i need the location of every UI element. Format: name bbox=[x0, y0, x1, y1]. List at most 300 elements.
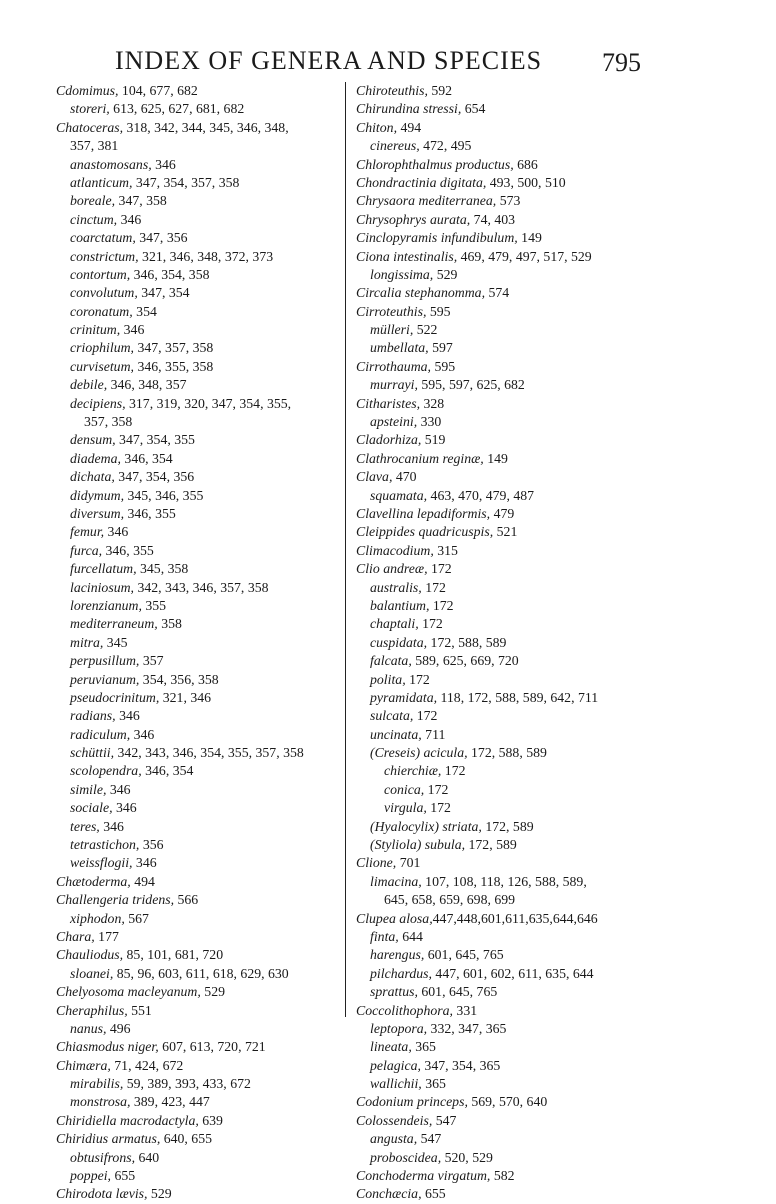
entry-name: peruvianum, bbox=[70, 671, 140, 687]
entry-name: xiphodon, bbox=[70, 910, 125, 926]
entry-pages: 347, 354, 356 bbox=[114, 469, 195, 485]
entry-name: scolopendra, bbox=[70, 763, 142, 779]
entry-name: nanus, bbox=[70, 1020, 107, 1036]
entry-pages: 317, 319, 320, 347, 354, 355, bbox=[125, 395, 292, 411]
entry-pages: 321, 346 bbox=[159, 689, 212, 705]
entry-pages: 365 bbox=[421, 1076, 446, 1092]
entry-name: leptopora, bbox=[370, 1020, 428, 1036]
entry-name: murrayi, bbox=[370, 377, 418, 393]
entry-pages: 346 bbox=[120, 322, 145, 338]
index-entry bbox=[356, 1038, 686, 1056]
index-entry bbox=[56, 395, 346, 413]
entry-name: diadema, bbox=[70, 450, 121, 466]
entry-name: obtusifrons, bbox=[70, 1149, 136, 1165]
entry-pages: 521 bbox=[493, 524, 518, 540]
entry-pages: 595 bbox=[426, 303, 451, 319]
entry-pages: 522 bbox=[413, 322, 438, 338]
index-entry bbox=[356, 1149, 686, 1167]
entry-name: Chætoderma, bbox=[56, 873, 131, 889]
index-entry bbox=[356, 1020, 686, 1038]
entry-name: mülleri, bbox=[370, 322, 414, 338]
index-entry bbox=[356, 505, 686, 523]
entry-pages: 470 bbox=[392, 469, 417, 485]
entry-pages: 346, 355 bbox=[124, 505, 176, 521]
index-entry bbox=[356, 891, 686, 909]
entry-name: Chiasmodus niger, bbox=[56, 1039, 159, 1055]
entry-pages: 686 bbox=[513, 156, 538, 172]
index-entry bbox=[56, 762, 346, 780]
entry-pages: 330 bbox=[417, 414, 442, 430]
index-entry bbox=[56, 1185, 346, 1203]
entry-pages: 639 bbox=[198, 1112, 223, 1128]
index-entry bbox=[56, 523, 346, 541]
index-entry bbox=[356, 873, 686, 891]
index-entry bbox=[56, 1057, 346, 1075]
entry-pages: 74, 403 bbox=[470, 211, 516, 227]
entry-name: Colossendeis, bbox=[356, 1112, 433, 1128]
entry-name: sulcata, bbox=[370, 708, 414, 724]
entry-pages: 347, 357, 358 bbox=[134, 340, 214, 356]
entry-pages: 149 bbox=[483, 450, 508, 466]
entry-name: Cladorhiza, bbox=[356, 432, 422, 448]
entry-pages: 346 bbox=[130, 726, 155, 742]
index-entry bbox=[56, 321, 346, 339]
index-entry bbox=[356, 1093, 686, 1111]
entry-name: laciniosum, bbox=[70, 579, 134, 595]
index-entry bbox=[356, 597, 686, 615]
index-entry bbox=[356, 339, 686, 357]
entry-name: Chrysophrys aurata, bbox=[356, 211, 471, 227]
entry-pages: 321, 346, 348, 372, 373 bbox=[138, 248, 274, 264]
index-entry bbox=[356, 854, 686, 872]
entry-pages: 447,448,601,611,635,644,646 bbox=[432, 910, 598, 926]
index-entry bbox=[56, 1093, 346, 1111]
entry-pages: 172 bbox=[413, 708, 438, 724]
entry-pages: 85, 96, 603, 611, 618, 629, 630 bbox=[113, 965, 289, 981]
index-entry bbox=[56, 487, 346, 505]
entry-name: polita, bbox=[370, 671, 406, 687]
entry-name: (Styliola) subula, bbox=[370, 837, 466, 853]
index-entry bbox=[356, 781, 686, 799]
index-entry bbox=[356, 634, 686, 652]
entry-name: chierchiæ, bbox=[384, 763, 442, 779]
entry-pages: 172 bbox=[418, 616, 443, 632]
index-entry bbox=[56, 836, 346, 854]
entry-name: limacina, bbox=[370, 873, 422, 889]
index-entry bbox=[356, 615, 686, 633]
entry-pages: 346, 354 bbox=[141, 763, 194, 779]
entry-pages: 346 bbox=[151, 156, 176, 172]
entry-pages: 655 bbox=[421, 1186, 446, 1202]
entry-pages: 595, 597, 625, 682 bbox=[417, 377, 525, 393]
entry-name: Chlorophthalmus productus, bbox=[356, 156, 514, 172]
entry-name: Climacodium, bbox=[356, 542, 434, 558]
entry-pages: 172 bbox=[424, 781, 449, 797]
entry-pages: 463, 470, 479, 487 bbox=[427, 487, 535, 503]
entry-name: femur, bbox=[70, 524, 105, 540]
index-entry bbox=[56, 468, 346, 486]
entry-name: apsteini, bbox=[370, 414, 418, 430]
entry-pages: 655 bbox=[111, 1168, 136, 1184]
entry-name: cinereus, bbox=[370, 138, 420, 154]
entry-pages: 358 bbox=[157, 616, 182, 632]
right-index-column bbox=[356, 82, 686, 1204]
entry-pages: 644 bbox=[398, 928, 423, 944]
entry-name: Clio andreæ, bbox=[356, 561, 428, 577]
entry-pages: 172 bbox=[421, 579, 446, 595]
entry-pages: 85, 101, 681, 720 bbox=[123, 947, 224, 963]
index-entry bbox=[56, 1075, 346, 1093]
index-entry bbox=[56, 192, 346, 210]
index-entry bbox=[56, 965, 346, 983]
entry-name: pyramidata, bbox=[370, 689, 438, 705]
entry-pages: 71, 424, 672 bbox=[110, 1057, 184, 1073]
entry-pages: 597 bbox=[428, 340, 453, 356]
entry-pages: 520, 529 bbox=[441, 1149, 493, 1165]
entry-name: convolutum, bbox=[70, 285, 138, 301]
entry-name: proboscidea, bbox=[370, 1149, 442, 1165]
entry-name: Chiridiella macrodactyla, bbox=[56, 1112, 199, 1128]
entry-pages: 347, 354 bbox=[137, 285, 190, 301]
index-entry bbox=[356, 1112, 686, 1130]
index-entry bbox=[56, 597, 346, 615]
entry-pages: 104, 677, 682 bbox=[118, 83, 198, 98]
entry-pages: 172 bbox=[427, 561, 452, 577]
entry-pages: 389, 423, 447 bbox=[130, 1094, 210, 1110]
entry-pages: 573 bbox=[496, 193, 521, 209]
index-entry bbox=[56, 229, 346, 247]
entry-pages: 357, 381 bbox=[70, 138, 119, 154]
entry-pages: 551 bbox=[127, 1002, 152, 1018]
index-entry bbox=[356, 229, 686, 247]
index-entry bbox=[56, 1002, 346, 1020]
entry-pages: 107, 108, 118, 126, 588, 589, bbox=[421, 873, 587, 889]
entry-name: constrictum, bbox=[70, 248, 139, 264]
entry-pages: 346, 354 bbox=[120, 450, 173, 466]
index-entry bbox=[356, 707, 686, 725]
entry-name: sloanei, bbox=[70, 965, 114, 981]
entry-name: Ciona intestinalis, bbox=[356, 248, 458, 264]
index-entry bbox=[56, 100, 346, 118]
index-entry bbox=[356, 119, 686, 137]
entry-name: Coccolithophora, bbox=[356, 1002, 453, 1018]
index-entry bbox=[356, 946, 686, 964]
index-entry bbox=[356, 762, 686, 780]
entry-pages: 332, 347, 365 bbox=[427, 1020, 507, 1036]
entry-name: (Hyalocylix) striata, bbox=[370, 818, 482, 834]
entry-name: curvisetum, bbox=[70, 358, 134, 374]
index-entry bbox=[356, 100, 686, 118]
index-entry bbox=[356, 671, 686, 689]
entry-name: Chauliodus, bbox=[56, 947, 124, 963]
entry-name: contortum, bbox=[70, 266, 131, 282]
index-entry bbox=[56, 431, 346, 449]
index-entry bbox=[356, 652, 686, 670]
index-entry bbox=[56, 248, 346, 266]
entry-pages: 601, 645, 765 bbox=[417, 984, 498, 1000]
index-entry bbox=[356, 284, 686, 302]
index-entry bbox=[56, 82, 346, 100]
index-entry bbox=[356, 1002, 686, 1020]
index-entry bbox=[56, 781, 346, 799]
entry-name: didymum, bbox=[70, 487, 125, 503]
entry-pages: 354, 356, 358 bbox=[139, 671, 219, 687]
entry-pages: 711 bbox=[421, 726, 446, 742]
entry-pages: 529 bbox=[147, 1186, 172, 1202]
index-entry bbox=[56, 450, 346, 468]
entry-pages: 59, 389, 393, 433, 672 bbox=[123, 1076, 251, 1092]
entry-pages: 601, 645, 765 bbox=[424, 947, 504, 963]
index-entry bbox=[356, 560, 686, 578]
entry-pages: 346, 348, 357 bbox=[107, 377, 187, 393]
entry-name: coronatum, bbox=[70, 303, 133, 319]
entry-name: Clava, bbox=[356, 469, 393, 485]
entry-pages: 613, 625, 627, 681, 682 bbox=[109, 101, 245, 117]
index-entry bbox=[356, 523, 686, 541]
entry-pages: 346 bbox=[117, 211, 142, 227]
index-entry bbox=[356, 836, 686, 854]
entry-name: sprattus, bbox=[370, 984, 418, 1000]
index-entry bbox=[356, 542, 686, 560]
entry-name: conica, bbox=[384, 781, 425, 797]
index-entry bbox=[356, 818, 686, 836]
entry-pages: 345 bbox=[103, 634, 128, 650]
index-entry bbox=[356, 248, 686, 266]
entry-name: Chirundina stressi, bbox=[356, 101, 462, 117]
entry-name: balantium, bbox=[370, 597, 430, 613]
entry-name: Codonium princeps, bbox=[356, 1094, 468, 1110]
index-entry bbox=[356, 192, 686, 210]
index-entry bbox=[56, 671, 346, 689]
entry-name: australis, bbox=[370, 579, 422, 595]
index-entry bbox=[56, 946, 346, 964]
index-entry bbox=[56, 1038, 346, 1056]
index-entry bbox=[56, 689, 346, 707]
entry-pages: 331 bbox=[452, 1002, 478, 1018]
entry-name: densum, bbox=[70, 432, 116, 448]
entry-name: debile, bbox=[70, 377, 108, 393]
entry-pages: 347, 358 bbox=[115, 193, 167, 209]
entry-name: Cheraphilus, bbox=[56, 1002, 128, 1018]
index-entry bbox=[356, 321, 686, 339]
index-entry bbox=[356, 1167, 686, 1185]
entry-pages: 472, 495 bbox=[419, 138, 472, 154]
index-entry bbox=[56, 1112, 346, 1130]
entry-pages: 172, 588, 589 bbox=[467, 745, 547, 761]
entry-pages: 529 bbox=[433, 266, 458, 282]
entry-pages: 346 bbox=[112, 800, 137, 816]
entry-name: radiculum, bbox=[70, 726, 131, 742]
entry-pages: 592 bbox=[427, 83, 453, 98]
index-entry bbox=[56, 505, 346, 523]
column-divider bbox=[345, 82, 346, 1017]
index-entry bbox=[56, 1020, 346, 1038]
entry-name: Citharistes, bbox=[356, 395, 421, 411]
entry-pages: 346 bbox=[104, 524, 129, 540]
index-entry bbox=[56, 818, 346, 836]
index-entry bbox=[56, 560, 346, 578]
entry-pages: 607, 613, 720, 721 bbox=[158, 1039, 266, 1055]
entry-pages: 357, 358 bbox=[84, 414, 133, 430]
index-entry bbox=[56, 211, 346, 229]
index-entry bbox=[356, 450, 686, 468]
entry-name: falcata, bbox=[370, 653, 412, 669]
index-entry bbox=[56, 303, 346, 321]
entry-name: harengus, bbox=[370, 947, 425, 963]
entry-name: Chiton, bbox=[356, 119, 398, 135]
entry-pages: 172, 589 bbox=[465, 837, 517, 853]
entry-pages: 365 bbox=[411, 1039, 436, 1055]
entry-name: decipiens, bbox=[70, 395, 126, 411]
entry-pages: 469, 479, 497, 517, 529 bbox=[457, 248, 592, 264]
entry-pages: 347, 354, 355 bbox=[115, 432, 195, 448]
index-entry bbox=[356, 1185, 686, 1203]
entry-pages: 172, 588, 589 bbox=[427, 634, 507, 650]
entry-name: lorenzianum, bbox=[70, 597, 142, 613]
index-entry bbox=[56, 744, 346, 762]
entry-name: coarctatum, bbox=[70, 230, 136, 246]
entry-name: radians, bbox=[70, 708, 116, 724]
entry-pages: 172 bbox=[426, 800, 451, 816]
entry-pages: 346 bbox=[106, 781, 131, 797]
entry-pages: 355 bbox=[141, 597, 167, 613]
entry-pages: 701 bbox=[396, 855, 421, 871]
entry-pages: 589, 625, 669, 720 bbox=[411, 653, 519, 669]
entry-pages: 172 bbox=[441, 763, 466, 779]
entry-name: pilchardus, bbox=[370, 965, 432, 981]
entry-name: Challengeria tridens, bbox=[56, 892, 175, 908]
entry-name: (Creseis) acicula, bbox=[370, 745, 468, 761]
entry-name: pseudocrinitum, bbox=[70, 689, 160, 705]
entry-pages: 494 bbox=[397, 119, 422, 135]
entry-pages: 494 bbox=[130, 873, 155, 889]
entry-name: Cirroteuthis, bbox=[356, 303, 427, 319]
entry-name: longissima, bbox=[370, 266, 434, 282]
entry-pages: 342, 343, 346, 354, 355, 357, 358 bbox=[114, 745, 304, 761]
index-entry bbox=[356, 82, 686, 100]
entry-name: Conchæcia, bbox=[356, 1186, 422, 1202]
entry-pages: 447, 601, 602, 611, 635, 644 bbox=[431, 965, 594, 981]
index-entry bbox=[56, 579, 346, 597]
entry-pages: 354 bbox=[132, 303, 157, 319]
entry-name: Chiridius armatus, bbox=[56, 1131, 161, 1147]
entry-name: Clupea alosa, bbox=[356, 910, 433, 926]
entry-name: poppei, bbox=[70, 1168, 111, 1184]
index-entry bbox=[56, 413, 346, 431]
entry-pages: 118, 172, 588, 589, 642, 711 bbox=[437, 689, 599, 705]
left-index-column bbox=[56, 82, 346, 1204]
entry-pages: 172 bbox=[429, 597, 454, 613]
index-entry bbox=[356, 395, 686, 413]
entry-name: furca, bbox=[70, 542, 103, 558]
index-entry bbox=[356, 983, 686, 1001]
index-entry bbox=[56, 1149, 346, 1167]
entry-name: Cdomimus, bbox=[56, 83, 119, 98]
entry-name: finta, bbox=[370, 928, 399, 944]
entry-name: Chatoceras, bbox=[56, 119, 124, 135]
index-entry bbox=[56, 854, 346, 872]
index-entry bbox=[56, 873, 346, 891]
entry-name: chaptali, bbox=[370, 616, 419, 632]
entry-name: Chelyosoma macleyanum, bbox=[56, 984, 201, 1000]
index-entry bbox=[356, 965, 686, 983]
entry-name: Clavellina lepadiformis, bbox=[356, 505, 491, 521]
entry-name: lineata, bbox=[370, 1039, 412, 1055]
index-entry bbox=[56, 137, 346, 155]
entry-pages: 318, 342, 344, 345, 346, 348, bbox=[123, 119, 289, 135]
index-entry bbox=[56, 284, 346, 302]
entry-pages: 177 bbox=[94, 928, 119, 944]
entry-name: crinitum, bbox=[70, 322, 121, 338]
entry-pages: 569, 570, 640 bbox=[467, 1094, 548, 1110]
index-entry bbox=[356, 211, 686, 229]
entry-pages: 582 bbox=[490, 1168, 515, 1184]
entry-pages: 328 bbox=[420, 395, 445, 411]
entry-name: angusta, bbox=[370, 1131, 418, 1147]
entry-name: Chimæra, bbox=[56, 1057, 111, 1073]
index-entry bbox=[56, 119, 346, 137]
index-entry bbox=[56, 652, 346, 670]
index-entry bbox=[56, 615, 346, 633]
index-entry bbox=[56, 1167, 346, 1185]
entry-name: boreale, bbox=[70, 193, 116, 209]
index-entry bbox=[356, 1130, 686, 1148]
entry-pages: 640 bbox=[135, 1149, 160, 1165]
page-header bbox=[0, 46, 776, 86]
index-entry bbox=[356, 1057, 686, 1075]
entry-pages: 357 bbox=[139, 653, 164, 669]
entry-pages: 547 bbox=[432, 1112, 457, 1128]
entry-name: monstrosa, bbox=[70, 1094, 131, 1110]
entry-name: Cinclopyramis infundibulum, bbox=[356, 230, 518, 246]
entry-name: pelagica, bbox=[370, 1057, 421, 1073]
index-entry bbox=[356, 137, 686, 155]
entry-name: storeri, bbox=[70, 101, 110, 117]
entry-name: Clione, bbox=[356, 855, 397, 871]
entry-name: Chondractinia digitata, bbox=[356, 174, 487, 190]
index-entry bbox=[356, 174, 686, 192]
entry-name: Clathrocanium reginæ, bbox=[356, 450, 484, 466]
entry-name: perpusillum, bbox=[70, 653, 140, 669]
index-entry bbox=[56, 542, 346, 560]
entry-name: mediterraneum, bbox=[70, 616, 158, 632]
index-entry bbox=[356, 358, 686, 376]
index-entry bbox=[56, 799, 346, 817]
entry-pages: 315 bbox=[433, 542, 458, 558]
entry-name: sociale, bbox=[70, 800, 113, 816]
entry-name: wallichii, bbox=[370, 1076, 422, 1092]
index-entry bbox=[356, 689, 686, 707]
index-entry bbox=[56, 1130, 346, 1148]
entry-name: Chara, bbox=[56, 928, 95, 944]
entry-pages: 345, 358 bbox=[136, 561, 189, 577]
index-entry bbox=[56, 707, 346, 725]
entry-name: Cleippides quadricuspis, bbox=[356, 524, 494, 540]
index-entry bbox=[56, 726, 346, 744]
entry-pages: 640, 655 bbox=[160, 1131, 213, 1147]
index-entry bbox=[356, 910, 686, 928]
index-entry bbox=[56, 376, 346, 394]
index-entry bbox=[356, 487, 686, 505]
entry-name: virgula, bbox=[384, 800, 427, 816]
entry-name: mirabilis, bbox=[70, 1076, 124, 1092]
index-entry bbox=[56, 634, 346, 652]
index-entry bbox=[56, 156, 346, 174]
index-entry bbox=[356, 1075, 686, 1093]
entry-pages: 346 bbox=[132, 855, 157, 871]
index-entry bbox=[56, 266, 346, 284]
index-entry bbox=[356, 799, 686, 817]
